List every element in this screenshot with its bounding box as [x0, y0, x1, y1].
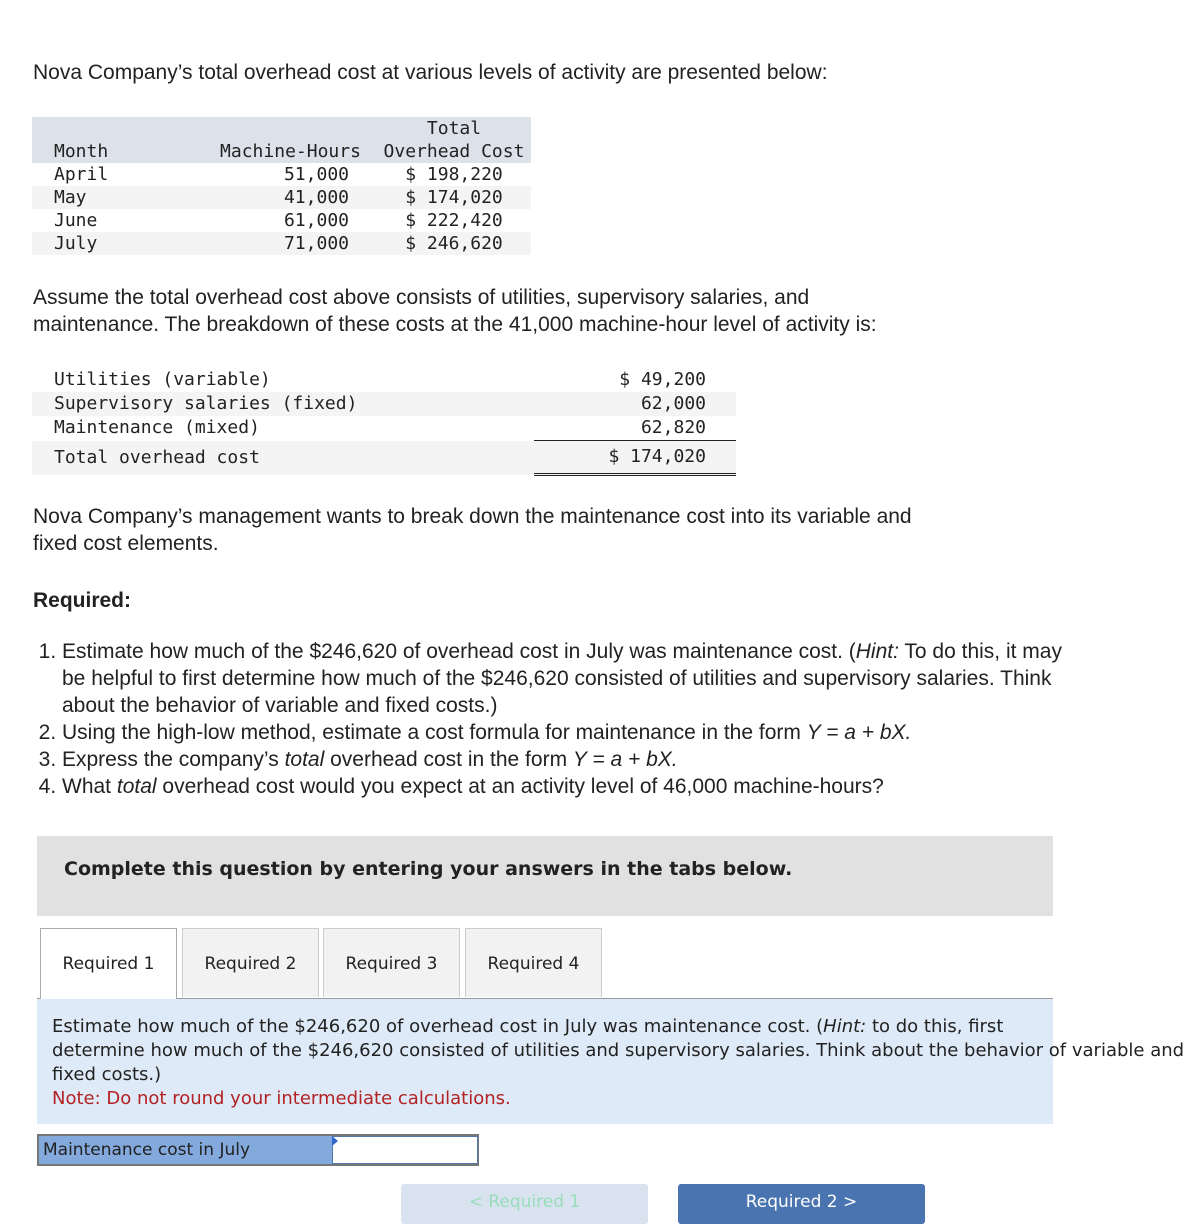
maintenance-cost-input[interactable] [332, 1136, 478, 1164]
cost-label: Utilities (variable) [54, 369, 271, 390]
hours-cell: 71,000 [204, 232, 377, 255]
instruction-banner [37, 836, 1053, 916]
cost-label: Total overhead cost [32, 441, 534, 475]
tab-required-4[interactable]: Required 4 [465, 928, 602, 997]
cost-label: Maintenance (mixed) [54, 417, 260, 439]
required-item-3: 3. Express the company’s total overhead cost in the form Y = a + bX. [62, 746, 1067, 773]
answer-row [37, 1134, 479, 1166]
hours-cell: 41,000 [204, 186, 377, 209]
panel-text: Estimate how much of the $246,620 of overhead cost in July was maintenance cost. (Hint: to do this, first determine how much of the $246,620 consisted of utilities and supervisory salaries. Think about the behavior of variable and fixed costs.) Note: Do not round your intermediate calculations. [52, 1016, 1184, 1109]
hours-cell: 61,000 [283, 210, 349, 231]
cost-cell: $ 198,220 [405, 164, 503, 185]
header-month: Month [32, 140, 204, 163]
cost-value: $ 174,020 [534, 441, 736, 475]
table-row [32, 416, 736, 441]
required-item-2: 2. Using the high-low method, estimate a cost formula for maintenance in the form Y = a + bX. [62, 719, 1067, 746]
cost-cell: $ 174,020 [377, 186, 531, 209]
intro-text: Nova Company’s total overhead cost at various levels of activity are presented below: [33, 61, 828, 84]
next-button[interactable]: Required 2 > [678, 1184, 925, 1224]
header-total: Total [377, 117, 531, 140]
tab-required-2[interactable]: Required 2 [182, 928, 319, 997]
required-item-4: 4. What total overhead cost would you expect at an activity level of 46,000 machine-hours? [62, 773, 1067, 800]
header-cost: Overhead Cost [377, 140, 531, 163]
breakdown-table [32, 368, 736, 476]
mgmt-line-2: fixed cost elements. [33, 532, 219, 555]
month-cell: April [54, 164, 109, 185]
cost-cell: $ 222,420 [405, 210, 503, 231]
month-cell: May [32, 186, 204, 209]
month-cell: July [32, 232, 204, 255]
activity-table [32, 117, 531, 255]
total-row [32, 441, 736, 475]
answer-label: Maintenance cost in July [43, 1140, 251, 1160]
tab-bar [37, 928, 1053, 999]
cost-value: $ 49,200 [619, 369, 706, 390]
cost-label: Supervisory salaries (fixed) [32, 392, 534, 416]
required-list [33, 638, 1067, 800]
cost-cell: $ 246,620 [377, 232, 531, 255]
tab-required-1[interactable]: Required 1 [40, 928, 177, 999]
prev-button[interactable]: < Required 1 [401, 1184, 648, 1224]
table-row [32, 186, 531, 209]
input-marker-icon [332, 1136, 338, 1146]
cost-value: 62,820 [534, 416, 736, 441]
table-row [32, 163, 531, 186]
month-cell: June [54, 210, 98, 231]
required-item-1: 1. Estimate how much of the $246,620 of overhead cost in July was maintenance cost. (Hint: To do this, it may be helpful to first determine how much of the $246,620 consisted of utilities and supervisory salaries. Think about the behavior of variable and fixed costs.) [62, 638, 1067, 719]
assume-line-1: Assume the total overhead cost above consists of utilities, supervisory salaries, and [33, 286, 810, 309]
note-text: Note: Do not round your intermediate calculations. [52, 1088, 511, 1109]
tab-required-3[interactable]: Required 3 [323, 928, 460, 997]
table-row [32, 232, 531, 255]
required-heading: Required: [33, 589, 132, 612]
banner-text: Complete this question by entering your answers in the tabs below. [64, 858, 793, 880]
header-hours: Machine-Hours [204, 140, 377, 163]
table-row [32, 209, 531, 232]
assume-line-2: maintenance. The breakdown of these costs at the 41,000 machine-hour level of activity is: [33, 313, 877, 336]
cost-value: 62,000 [534, 392, 736, 416]
table-row [32, 368, 736, 392]
hours-cell: 51,000 [283, 164, 349, 185]
table-row [32, 392, 736, 416]
mgmt-line-1: Nova Company’s management wants to break down the maintenance cost into its variable and [33, 505, 912, 528]
question-panel [37, 999, 1184, 1124]
